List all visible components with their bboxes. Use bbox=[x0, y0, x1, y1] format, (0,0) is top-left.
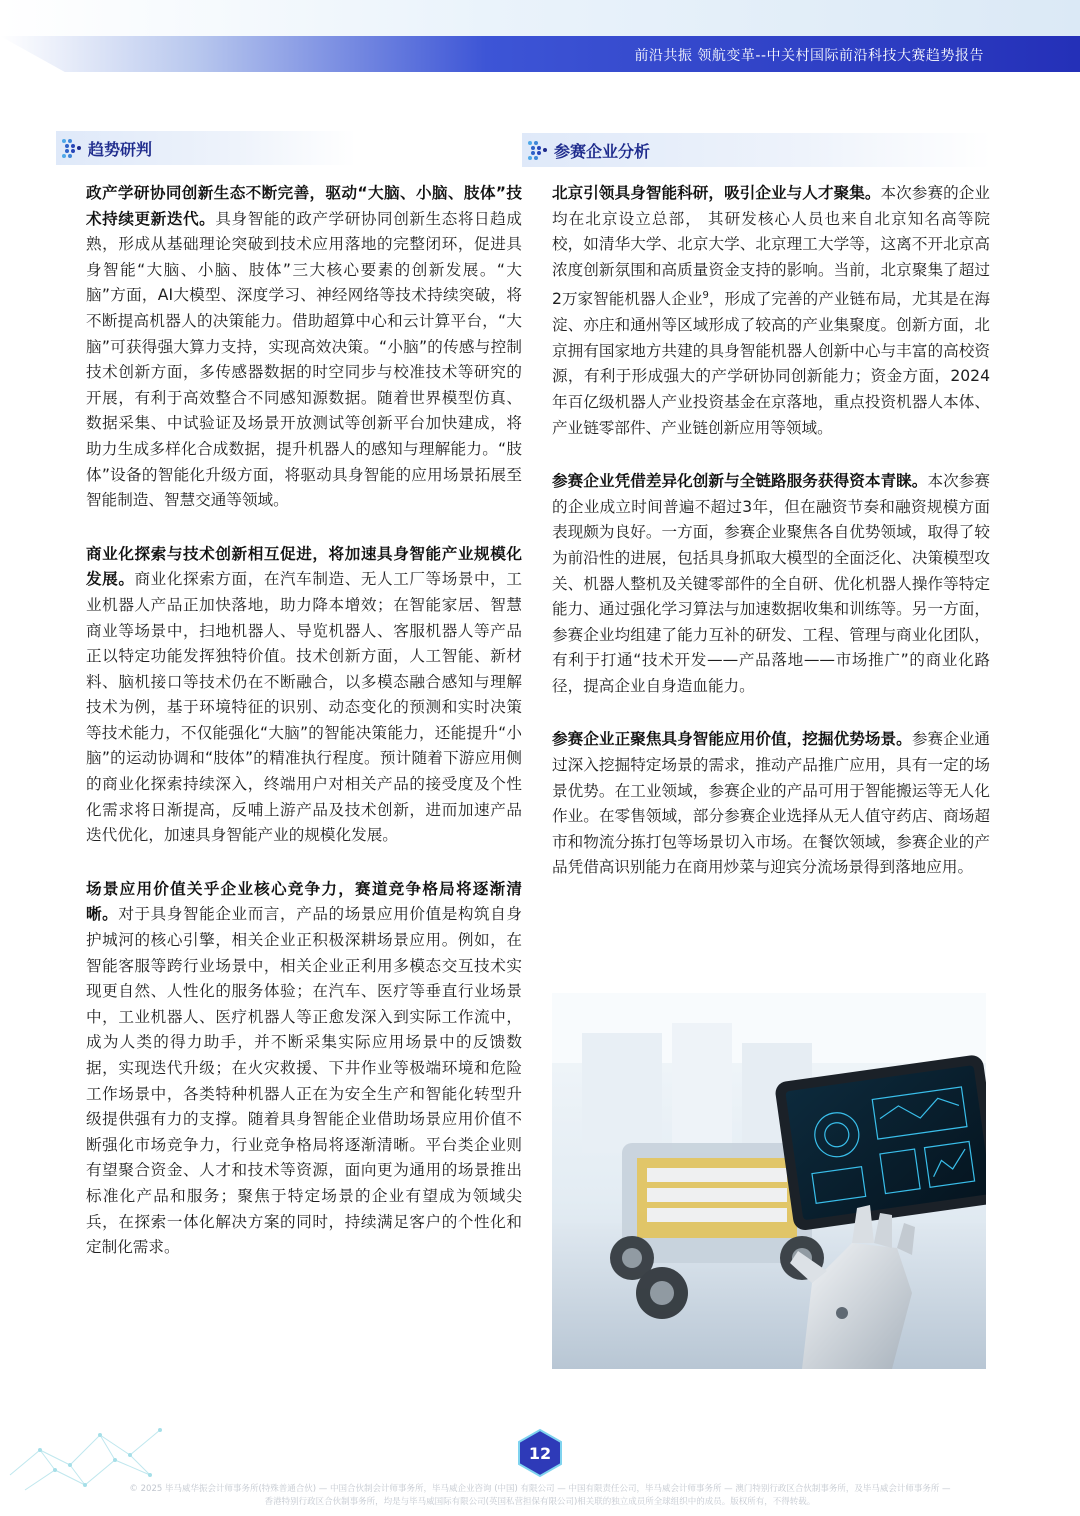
paragraph-body: 对于具身智能企业而言，产品的场景应用价值是构筑自身护城河的核心引擎，相关企业正积极深耕场景应用。例如，在智能客服等跨行业场景中，相关企业正利用多模态交互技术实现更自然、人性化的服务体验；在汽车、医疗等垂直行业场景中，工业机器人、医疗机器人等正愈发深入到实际工作流中，成为人类的得力助手，并不断采集实际应用场景中的反馈数据，实现迭代升级；在火灾救援、下井作业等极端环境和危险工作场景中，各类特种机器人正在为安全生产和智能化转型升级提供强有力的支撑。随着具身智能企业借助场景应用价值不断强化市场竞争力，行业竞争格局将逐渐清晰。平台类企业则有望聚合资金、人才和技术等资源，面向更为通用的场景推出标准化产品和服务；聚焦于特定场景的企业有望成为领域尖兵，在探索一体化解决方案的同时，持续满足客户的个性化和定制化需求。 bbox=[86, 905, 522, 1257]
paragraph-lead: 北京引领具身智能科研，吸引企业与人才聚集。 bbox=[552, 184, 881, 202]
section-tag-label: 趋势研判 bbox=[88, 139, 153, 159]
section-tag-trends bbox=[56, 131, 356, 165]
paragraph-body: 商业化探索方面，在汽车制造、无人工厂等场景中，工业机器人产品正加快落地，助力降本增效；在智能家居、智慧商业等场景中，扫地机器人、导览机器人、客服机器人等产品正以特定功能发挥独特价值。技术创新方面，人工智能、新材料、脑机接口等技术仍在不断融合，以多模态融合感知与理解技术为例，基于环境特征的识别、动态变化的预测和实时决策等技术能力，不仅能强化“大脑”的智能决策能力，还能提升“小脑”的运动协调和“肢体”的精准执行程度。预计随着下游应用侧的商业化探索持续深入，终端用户对相关产品的接受度及个性化需求将日渐提高，反哺上游产品及技术创新，进而加速产品迭代优化，加速具身智能产业的规模化发展。 bbox=[86, 570, 522, 845]
paragraph-lead: 政产学研协同创新生态不断完善，驱动“大脑、小脑、肢体”技术持续更新迭代。 bbox=[86, 184, 522, 228]
paragraph-body: 参赛企业通过深入挖掘特定场景的需求，推动产品推广应用，具有一定的场景优势。在工业领域，参赛企业的产品可用于智能搬运等无人化作业。在零售领域，部分参赛企业选择从无人值守药店、商场超市和物流分拣打包等场景切入市场。在餐饮领域，参赛企业的产品凭借高识别能力在商用炒菜与迎宾分流场景得到落地应用。 bbox=[552, 730, 990, 877]
paragraph-body: ，形成了完善的产业链布局，尤其是在海淀、亦庄和通州等区域形成了较高的产业集聚度。创新方面，北京拥有国家地方共建的具身智能机器人创新中心与丰富的高校资源，有利于形成强大的产学研协同创新能力；资金方面，2024年百亿级机器人产业投资基金在京落地，重点投资机器人本体、产业链零部件、产业链创新应用等领域。 bbox=[552, 290, 990, 437]
paragraph bbox=[86, 877, 522, 1261]
companies-column bbox=[552, 181, 990, 909]
page-number: 12 bbox=[528, 1443, 552, 1463]
paragraph bbox=[86, 181, 522, 514]
legal-footer bbox=[30, 1483, 1050, 1509]
paragraph bbox=[552, 181, 990, 441]
dots-icon bbox=[526, 139, 552, 161]
top-decoration bbox=[0, 0, 1080, 40]
paragraph bbox=[552, 469, 990, 699]
dots-icon bbox=[60, 137, 86, 159]
trends-column bbox=[86, 181, 522, 1289]
robot-tablet-photo bbox=[552, 993, 986, 1369]
paragraph-body: 本次参赛的企业均在北京设立总部， 其研发核心人员也来自北京知名高等院校，如清华大学、北京大学、北京理工大学等，这离不开北京高浓度创新氛围和高质量资金支持的影响。当前，北京聚集了超过2万家智能机器人企业 bbox=[552, 184, 990, 309]
paragraph-body: 本次参赛的企业成立时间普遍不超过3年，但在融资节奏和融资规模方面表现颇为良好。一方面，参赛企业聚焦各自优势领域，取得了较为前沿性的进展，包括具身抓取大模型的全面泛化、决策模型攻关、机器人整机及关键零部件的全自研、优化机器人操作等特定能力、通过强化学习算法与加速数据收集和训练等。另一方面，参赛企业均组建了能力互补的研发、工程、管理与商业化团队，有利于打通“技术开发——产品落地——市场推广”的商业化路径，提高企业自身造血能力。 bbox=[552, 472, 990, 695]
paragraph bbox=[86, 542, 522, 849]
paragraph-lead: 参赛企业正聚焦具身智能应用价值，挖掘优势场景。 bbox=[552, 730, 912, 749]
paragraph-body: 具身智能的政产学研协同创新生态将日趋成熟，形成从基础理论突破到技术应用落地的完整闭环，促进具身智能“大脑、小脑、肢体”三大核心要素的创新发展。“大脑”方面，AI大模型、深度学习、神经网络等技术持续突破，将不断提高机器人的决策能力。借助超算中心和云计算平台，“大脑”可获得强大算力支持，实现高效决策。“小脑”的传感与控制技术创新方面，多传感器数据的时空同步与校准技术等研究的开展，有利于高效整合不同感知源数据。随着世界模型仿真、数据采集、中试验证及场景开放测试等创新平台加快建成，将助力生成多样化合成数据，提升机器人的感知与理解能力。“肢体”设备的智能化升级方面，将驱动具身智能的应用场景拓展至智能制造、智慧交通等领域。 bbox=[86, 209, 522, 510]
paragraph-lead: 场景应用价值关乎企业核心竞争力，赛道竞争格局将逐渐清晰。 bbox=[86, 879, 522, 924]
paragraph-lead: 商业化探索与技术创新相互促进，将加速具身智能产业规模化发展。 bbox=[86, 544, 522, 589]
report-title: 前沿共振 领航变革--中关村国际前沿科技大赛趋势报告 bbox=[634, 48, 984, 64]
paragraph bbox=[552, 727, 990, 881]
network-decoration bbox=[0, 1395, 190, 1495]
section-tag-label: 参赛企业分析 bbox=[554, 141, 651, 161]
section-tag-companies bbox=[522, 133, 992, 167]
legal-line: 香港特别行政区合伙制事务所，均是与毕马威国际有限公司(英国私营担保有限公司)相关联的独立成员所全球组织中的成员。版权所有，不得转载。 bbox=[264, 1497, 816, 1507]
legal-line: © 2025 毕马威华振会计师事务所(特殊普通合伙) — 中国合伙制会计师事务所，毕马威企业咨询 (中国) 有限公司 — 中国有限责任公司，毕马威会计师事务所 — 澳门特别行政区合伙制事务所，及毕马威会计师事务所 — bbox=[129, 1484, 951, 1494]
footnote-marker: 9 bbox=[702, 290, 709, 302]
paragraph-lead: 参赛企业凭借差异化创新与全链路服务获得资本青睐。 bbox=[552, 472, 928, 491]
